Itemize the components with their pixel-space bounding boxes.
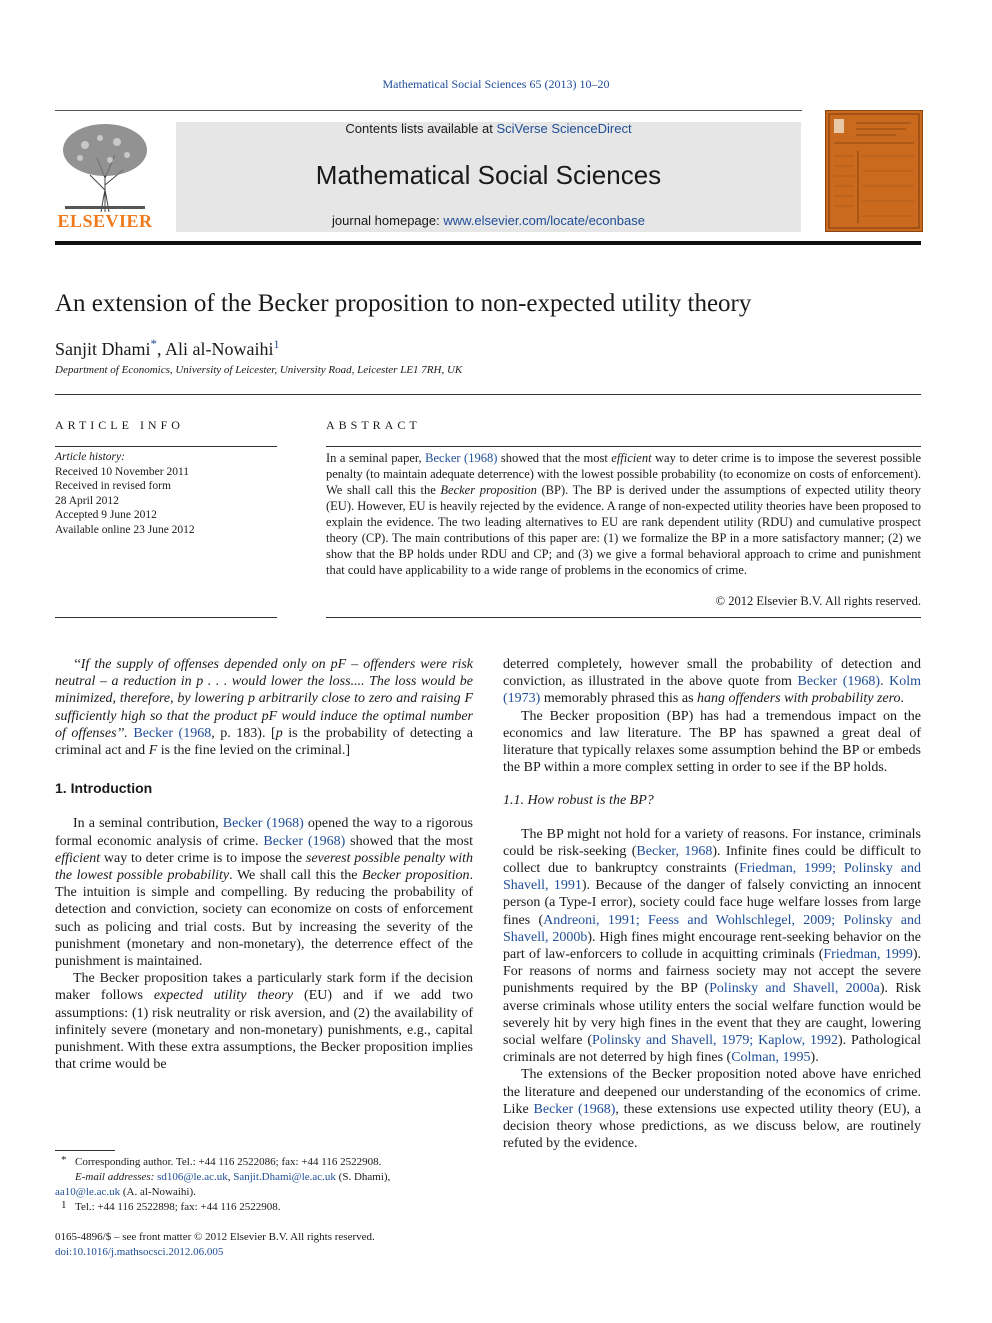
subsection-heading-robustness: 1.1. How robust is the BP? [503,793,654,809]
homepage-prefix: journal homepage: [332,213,444,228]
history-label: Article history: [55,451,125,463]
para-emphasis: Becker proposition [362,868,470,884]
body-right-column [503,656,921,1152]
ref-polinsky-kaplow[interactable]: Polinsky and Shavell, 1979; Kaplow, 1992 [592,1033,838,1049]
email-owner: (S. Dhami), [335,1171,391,1183]
footnotes [55,1155,473,1215]
abstract-rule [326,446,921,447]
ref-becker-1968[interactable]: Becker, 1968 [636,843,713,859]
para-text: ). Infinite fines could be difficult to collect due to bankruptcy constraints ( [503,843,921,877]
front-matter-text: 0165-4896/$ – see front matter © 2012 Elsevier B.V. All rights reserved. [55,1231,375,1243]
affiliation: Department of Economics, University of Leicester, University Road, Leicester LE1 7RH, UK [55,364,463,376]
ref-polinsky-2000a[interactable]: Polinsky and Shavell, 2000a [709,981,880,997]
ref-becker-1968[interactable]: Becker (1968 [133,725,212,741]
email-link[interactable]: aa10@le.ac.uk [55,1186,121,1198]
para-text: (EU) and if we add two assumptions: (1) risk neutrality or risk aversion, and (2) the availability of infinitely severe (monetary and non-monetary) punishments, e.g., capital punishment. With these extra assumptions, the Becker proposition implies that crime would be [55,988,474,1073]
para-text: ). Risk averse criminals whose utility enters the social welfare function would be severely hit by very high fines in the event that they are caught, lowering social welfare ( [503,981,921,1049]
header-bottom-rule [55,241,921,245]
article-history [55,450,277,537]
article-info-rule [55,446,277,447]
footnote-rule [55,1150,115,1151]
cover-image-icon [826,111,922,231]
author-1: Sanjit Dhami [55,339,151,359]
history-revised-label: Received in revised form [55,480,171,492]
para-text: The extensions of the Becker proposition noted above have enriched the literature and deepened our understanding of the economics of crime. Like [503,1067,921,1117]
sciencedirect-link[interactable]: SciVerse ScienceDirect [496,121,632,136]
contents-prefix: Contents lists available at [345,121,497,136]
para-text: ). Because of the danger of falsely convicting an innocent person (a Type-I error), society could face huge welfare losses from large fines ( [503,878,921,928]
para-text: showed that the most [345,833,473,849]
para-text: The BP might not hold for a variety of reasons. For instance, criminals could be risk-seeking ( [503,826,921,859]
journal-name: Mathematical Social Sciences [315,160,662,190]
ref-becker-1968[interactable]: Becker (1968) [797,674,881,690]
para-text: ). High fines might encourage rent-seeking behavior on the part of law-enforcers to collude in acquitting criminals ( [503,929,922,963]
contents-line [176,121,801,136]
intro-paragraph-2-cont [503,656,921,708]
footnote-text: Tel.: +44 116 2522898; fax: +44 116 2522908. [75,1201,281,1213]
abstract-text: (BP). The BP is derived under the assumptions of expected utility theory (EU). However, EU is heavily rejected by the evidence. A range of non-expected utility theories have been proposed to explain the evidence. The two leading alternatives to EU are rank dependent utility (RDU) and cumulative prospect theory (CP). The main contributions of this paper are: (1) we formalize the BP in a more satisfactory manner; (2) we show that the BP holds under RDU and CP; and (3) we give a formal behavioral approach to crime and punishment that could have applicability to a wide range of problems in the economics of crime. [326,483,921,577]
history-received: Received 10 November 2011 [55,465,190,478]
abstract-emphasis: efficient [611,451,652,465]
email-label: E-mail addresses: [75,1171,155,1183]
email-link[interactable]: sd106@le.ac.uk [157,1171,228,1183]
para-text: ). For reasons of norms and fairness society may not accept the severe punishments required by the BP ( [503,947,922,997]
abstract-bottom-rule [326,617,921,618]
quote-var: F [148,743,158,759]
author-list [55,336,280,360]
abstract-text: In a seminal paper, [326,451,426,465]
elsevier-wordmark: ELSEVIER [57,211,153,231]
abstract-body [326,450,921,578]
para-text: The Becker proposition takes a particularly stark form if the decision maker follows [55,971,473,1004]
body-left-column [55,656,473,1073]
para-text: . The intuition is simple and compelling. By reducing the probability of detection and conviction, society can economize on costs of enforcement such as policing and trial costs. But by increasing the severity of the punishment (monetary and non-monetary), the deterrence effect of the punishment is maintained. [55,868,473,970]
para-text: deterred completely, however small the probability of detection and conviction, as illustrated in the above quote from [503,657,921,690]
para-text: memorably phrased this as [540,691,698,707]
abstract-copyright: © 2012 Elsevier B.V. All rights reserved. [715,594,921,608]
journal-cover-thumbnail[interactable] [825,110,923,232]
quote-var: p [275,725,283,741]
ref-becker-1968[interactable]: Becker (1968) [263,833,346,849]
email-link[interactable]: Sanjit.Dhami@le.ac.uk [233,1171,336,1183]
author-2: Ali al-Nowaihi [165,339,274,359]
footnote-text: Corresponding author. Tel.: +44 116 2522086; fax: +44 116 2522908. [75,1156,382,1168]
epigraph-quote [55,656,473,759]
footnote-mark: 1 [61,1199,67,1211]
doi-link[interactable]: doi:10.1016/j.mathsocsci.2012.06.005 [55,1246,224,1258]
front-matter [55,1230,375,1260]
intro-paragraph-3: The Becker proposition (BP) has had a tremendous impact on the economics and law literature. The BP has spawned a great deal of literature that typically relaxes some assumption behind the BP or embeds the BP within a more complex setting in order to see if the BP holds. [503,708,921,776]
history-accepted: Accepted 9 June 2012 [55,509,157,521]
homepage-line [176,213,801,228]
tree-icon [55,120,155,215]
robustness-paragraph-2 [503,1066,921,1152]
para-text: In a seminal contribution, [73,816,223,832]
article-title: An extension of the Becker proposition to non-expected utility theory [55,290,752,317]
author-1-footnote-mark[interactable]: * [150,336,157,351]
abstract-text: showed that the most [497,451,612,465]
para-emphasis: severest possible penalty with the lowest possible probability [55,850,473,884]
ref-kolm-1973[interactable]: Kolm (1973) [503,674,922,707]
footnote-1 [55,1200,473,1215]
title-divider [55,394,921,395]
section-heading-introduction: 1. Introduction [55,780,153,797]
intro-paragraph-1 [55,815,473,970]
footnote-corresponding: * Corresponding author. Tel.: +44 116 2522086; fax: +44 116 2522908. E-mail addresses: sd106@le.ac.uk, Sanjit.Dhami@le.ac.uk (S. Dhami), [55,1155,473,1185]
journal-citation[interactable]: Mathematical Social Sciences 65 (2013) 10–20 [382,77,610,91]
history-online: Available online 23 June 2012 [55,523,195,536]
ref-andreoni-feess-polinsky[interactable]: Andreoni, 1991; Feess and Wohlschlegel, 2009; Polinsky and Shavell, 2000b [503,912,921,945]
author-separator: , [157,339,166,359]
para-text: way to deter crime is to impose the [100,850,306,866]
footnote-email-cont [55,1185,473,1200]
homepage-link[interactable]: www.elsevier.com/locate/econbase [443,213,645,228]
email-owner: (A. al-Nowaihi). [120,1186,196,1198]
robustness-paragraph-1 [503,826,921,1067]
history-revised-date: 28 April 2012 [55,494,119,507]
para-emphasis: hang offenders with probability zero [697,691,901,707]
ref-colman-1995[interactable]: Colman, 1995 [731,1050,811,1066]
para-text: . We shall call this the [229,868,363,884]
ref-becker-1968[interactable]: Becker (1968) [533,1101,616,1117]
para-text: , these extensions use expected utility theory (EU), a decision theory whose predictions, as we discuss below, are routinely refuted by the evidence. [503,1101,922,1152]
quote-text: is the probability of detecting a criminal act and [55,725,474,759]
elsevier-logo [55,120,155,232]
quote-text: ‘‘If the supply of offenses depended only on pF – offenders were risk neutral – a reduction in p . . . would lower the loss.... The loss would be minimized, therefore, by lowering p arbitrarily close to zero and raising F sufficiently high so that the product pF would induce the optimal number of offenses’’. [55,657,473,741]
para-text: ). Pathological criminals are not deterred by high fines ( [503,1033,921,1066]
abstract-text: way to deter crime is to impose the severest possible penalty (to maintain adequate deterrence) with the lowest possible probability (to economize on costs of enforcement). We shall call this the [326,451,921,497]
article-info-bottom-rule [55,617,277,618]
quote-text: , p. 183). [ [211,725,276,741]
header-top-rule [55,110,802,111]
abstract-heading: ABSTRACT [326,418,421,432]
ref-becker-1968[interactable]: Becker (1968) [222,816,304,832]
para-text: ). [810,1050,819,1066]
para-text: . [900,691,905,707]
footnote-mark: * [61,1154,67,1166]
para-text: opened the way to a rigorous formal economic analysis of crime. [55,816,474,849]
para-emphasis: efficient [55,850,101,866]
intro-paragraph-2 [55,970,473,1073]
author-2-footnote-mark[interactable]: 1 [273,337,280,351]
quote-text: is the fine levied on the criminal.] [157,743,351,759]
ref-friedman-polinsky[interactable]: Friedman, 1999; Polinsky and Shavell, 1991 [503,861,921,894]
abstract-emphasis: Becker proposition [440,483,537,497]
ref-becker-1968[interactable]: Becker (1968) [425,451,498,465]
article-info-heading: ARTICLE INFO [55,418,184,432]
ref-friedman-1999[interactable]: Friedman, 1999 [823,947,913,963]
para-text: . [880,674,890,690]
para-emphasis: expected utility theory [153,988,294,1004]
